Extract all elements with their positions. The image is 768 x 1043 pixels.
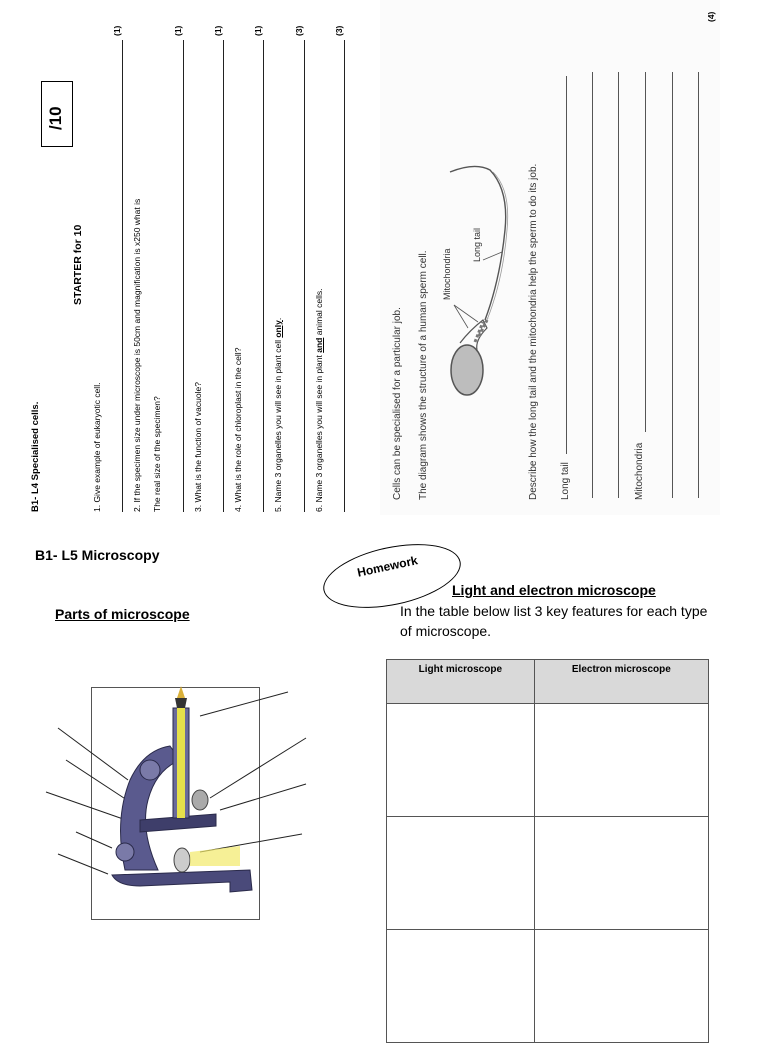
microscope-diagram xyxy=(40,680,320,930)
score-text: /10 xyxy=(46,106,65,130)
microscope-comparison-table xyxy=(386,659,709,1043)
answer-line-6[interactable] xyxy=(344,40,345,512)
cell-light-3[interactable] xyxy=(387,930,535,1043)
sperm-panel xyxy=(380,0,720,515)
cell-light-2[interactable] xyxy=(387,817,535,930)
cell-electron-3[interactable] xyxy=(534,930,708,1043)
mark-1: (1) xyxy=(112,25,122,36)
answer-line-1[interactable] xyxy=(122,40,123,512)
score-box xyxy=(41,81,73,147)
question-5 xyxy=(273,318,283,512)
header-electron-microscope: Electron microscope xyxy=(534,660,708,704)
question-2-line2: The real size of the specimen? xyxy=(152,396,162,512)
starter-title: STARTER for 10 xyxy=(72,224,84,305)
mark-4: (1) xyxy=(253,25,263,36)
header-light-microscope: Light microscope xyxy=(387,660,535,704)
cell-light-1[interactable] xyxy=(387,704,535,817)
line-label-long-tail: Long tail xyxy=(560,462,571,500)
homework-label: Homework xyxy=(356,553,419,580)
question-2: 2. If the specimen size under microscope is 50cm and magnification is x250 what is xyxy=(132,198,142,512)
answer-line-tail-2[interactable] xyxy=(592,72,593,498)
answer-line-2[interactable] xyxy=(183,40,184,512)
question-6-tail: animal cells. xyxy=(314,288,324,338)
cell-electron-1[interactable] xyxy=(534,704,708,817)
table-header-row xyxy=(387,660,709,704)
answer-line-tail-1[interactable] xyxy=(566,76,567,454)
light-electron-title: Light and electron microscope xyxy=(452,582,656,598)
label-pointer-lines xyxy=(450,250,510,330)
table-row xyxy=(387,930,709,1043)
answer-line-mito-1[interactable] xyxy=(645,72,646,432)
label-long-tail: Long tail xyxy=(472,227,482,262)
mark-5: (3) xyxy=(294,25,304,36)
sperm-intro-2: The diagram shows the structure of a human sperm cell. xyxy=(418,250,429,500)
sperm-task: Describe how the long tail and the mitochondria help the sperm to do its job. xyxy=(528,163,539,500)
cell-electron-2[interactable] xyxy=(534,817,708,930)
parts-title: Parts of microscope xyxy=(55,606,190,622)
question-5-text: 5. Name 3 organelles you will see in plant cell xyxy=(273,337,283,512)
line-label-mitochondria: Mitochondria xyxy=(634,442,645,500)
question-6-emphasis: and xyxy=(314,337,324,353)
mark-2: (1) xyxy=(173,25,183,36)
question-6 xyxy=(314,289,324,513)
question-5-emphasis: only xyxy=(273,320,283,338)
answer-line-5[interactable] xyxy=(304,40,305,512)
answer-line-tail-3[interactable] xyxy=(618,72,619,498)
question-4: 4. What is the role of chloroplast in the cell? xyxy=(233,347,243,512)
mark-3: (1) xyxy=(213,25,223,36)
answer-line-4[interactable] xyxy=(263,40,264,512)
label-mitochondria: Mitochondria xyxy=(442,248,452,300)
question-3: 3. What is the function of vacuole? xyxy=(193,382,203,512)
question-6-text: 6. Name 3 organelles you will see in plant xyxy=(314,352,324,512)
question-1: 1. Give example of eukaryotic cell. xyxy=(92,382,102,512)
starter-panel xyxy=(0,0,380,530)
sperm-mark: (4) xyxy=(706,11,716,22)
answer-line-mito-3[interactable] xyxy=(698,72,699,498)
sperm-intro-1: Cells can be specialised for a particular job. xyxy=(392,307,403,500)
mark-6: (3) xyxy=(334,25,344,36)
table-row xyxy=(387,704,709,817)
table-row xyxy=(387,817,709,930)
answer-line-mito-2[interactable] xyxy=(672,72,673,498)
starter-topic: B1- L4 Specialised cells. xyxy=(30,401,41,512)
question-5-tail: . xyxy=(273,317,283,321)
lesson-title: B1- L5 Microscopy xyxy=(35,547,160,563)
answer-line-3[interactable] xyxy=(223,40,224,512)
light-electron-intro: In the table below list 3 key features for each type of microscope. xyxy=(400,603,708,639)
